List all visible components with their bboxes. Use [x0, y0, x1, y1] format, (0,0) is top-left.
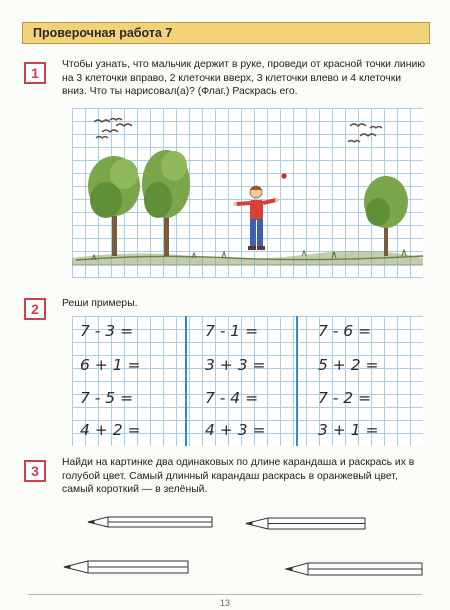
pencil-3-icon	[64, 561, 188, 573]
footer-rule	[28, 594, 422, 595]
page-number: 13	[219, 598, 230, 608]
tree-right-icon	[364, 176, 408, 256]
equation: 6 + 1 =	[80, 356, 141, 374]
task-3-text: Найди на картинке два одинаковых по длине карандаша и раскрась их в голубой цвет. Самый длинный карандаш раскрась в оранжевый цвет, самый короткий — в зелёный.	[62, 457, 415, 495]
pencil-4-icon	[286, 563, 422, 575]
equation: 4 + 2 =	[80, 421, 141, 439]
pencil-2-icon	[246, 518, 365, 529]
task-1-text: Чтобы узнать, что мальчик держит в руке, проведи от красной точки линию на 3 клеточки вправо, 2 клеточки вверх, 3 клеточки влево и 4 клеточки вниз. Что ты нарисовал(а)? (Флаг.) Раскрась его.	[62, 59, 426, 97]
column-divider-1	[185, 316, 187, 446]
equation: 7 - 4 =	[205, 389, 259, 407]
equation: 4 + 3 =	[205, 421, 266, 439]
tree-left-icon	[88, 156, 140, 256]
pencil-1-icon	[88, 517, 212, 527]
pencils-illustration	[60, 505, 430, 590]
task-1-picture-grid	[72, 108, 423, 278]
equation: 3 + 1 =	[318, 421, 379, 439]
birds-left-icon	[94, 119, 132, 139]
tree-center-icon	[142, 150, 190, 256]
equation: 7 - 3 =	[80, 322, 134, 340]
equation: 7 - 5 =	[80, 389, 134, 407]
task-1-number: 1	[24, 62, 46, 84]
worksheet-title: Проверочная работа 7	[33, 26, 173, 40]
task-2-text: Реши примеры.	[62, 298, 138, 309]
equation: 7 - 6 =	[318, 322, 372, 340]
equation: 5 + 2 =	[318, 356, 379, 374]
equation: 7 - 2 =	[318, 389, 372, 407]
birds-right-icon	[348, 124, 382, 142]
worksheet-header	[22, 22, 430, 44]
task-2-number: 2	[24, 298, 46, 320]
task-3-number: 3	[24, 460, 46, 482]
boy-icon	[233, 186, 279, 250]
red-dot-icon	[281, 173, 286, 178]
column-divider-2	[296, 316, 298, 446]
equation: 3 + 3 =	[205, 356, 266, 374]
equation: 7 - 1 =	[205, 322, 259, 340]
meadow-illustration	[72, 108, 423, 278]
